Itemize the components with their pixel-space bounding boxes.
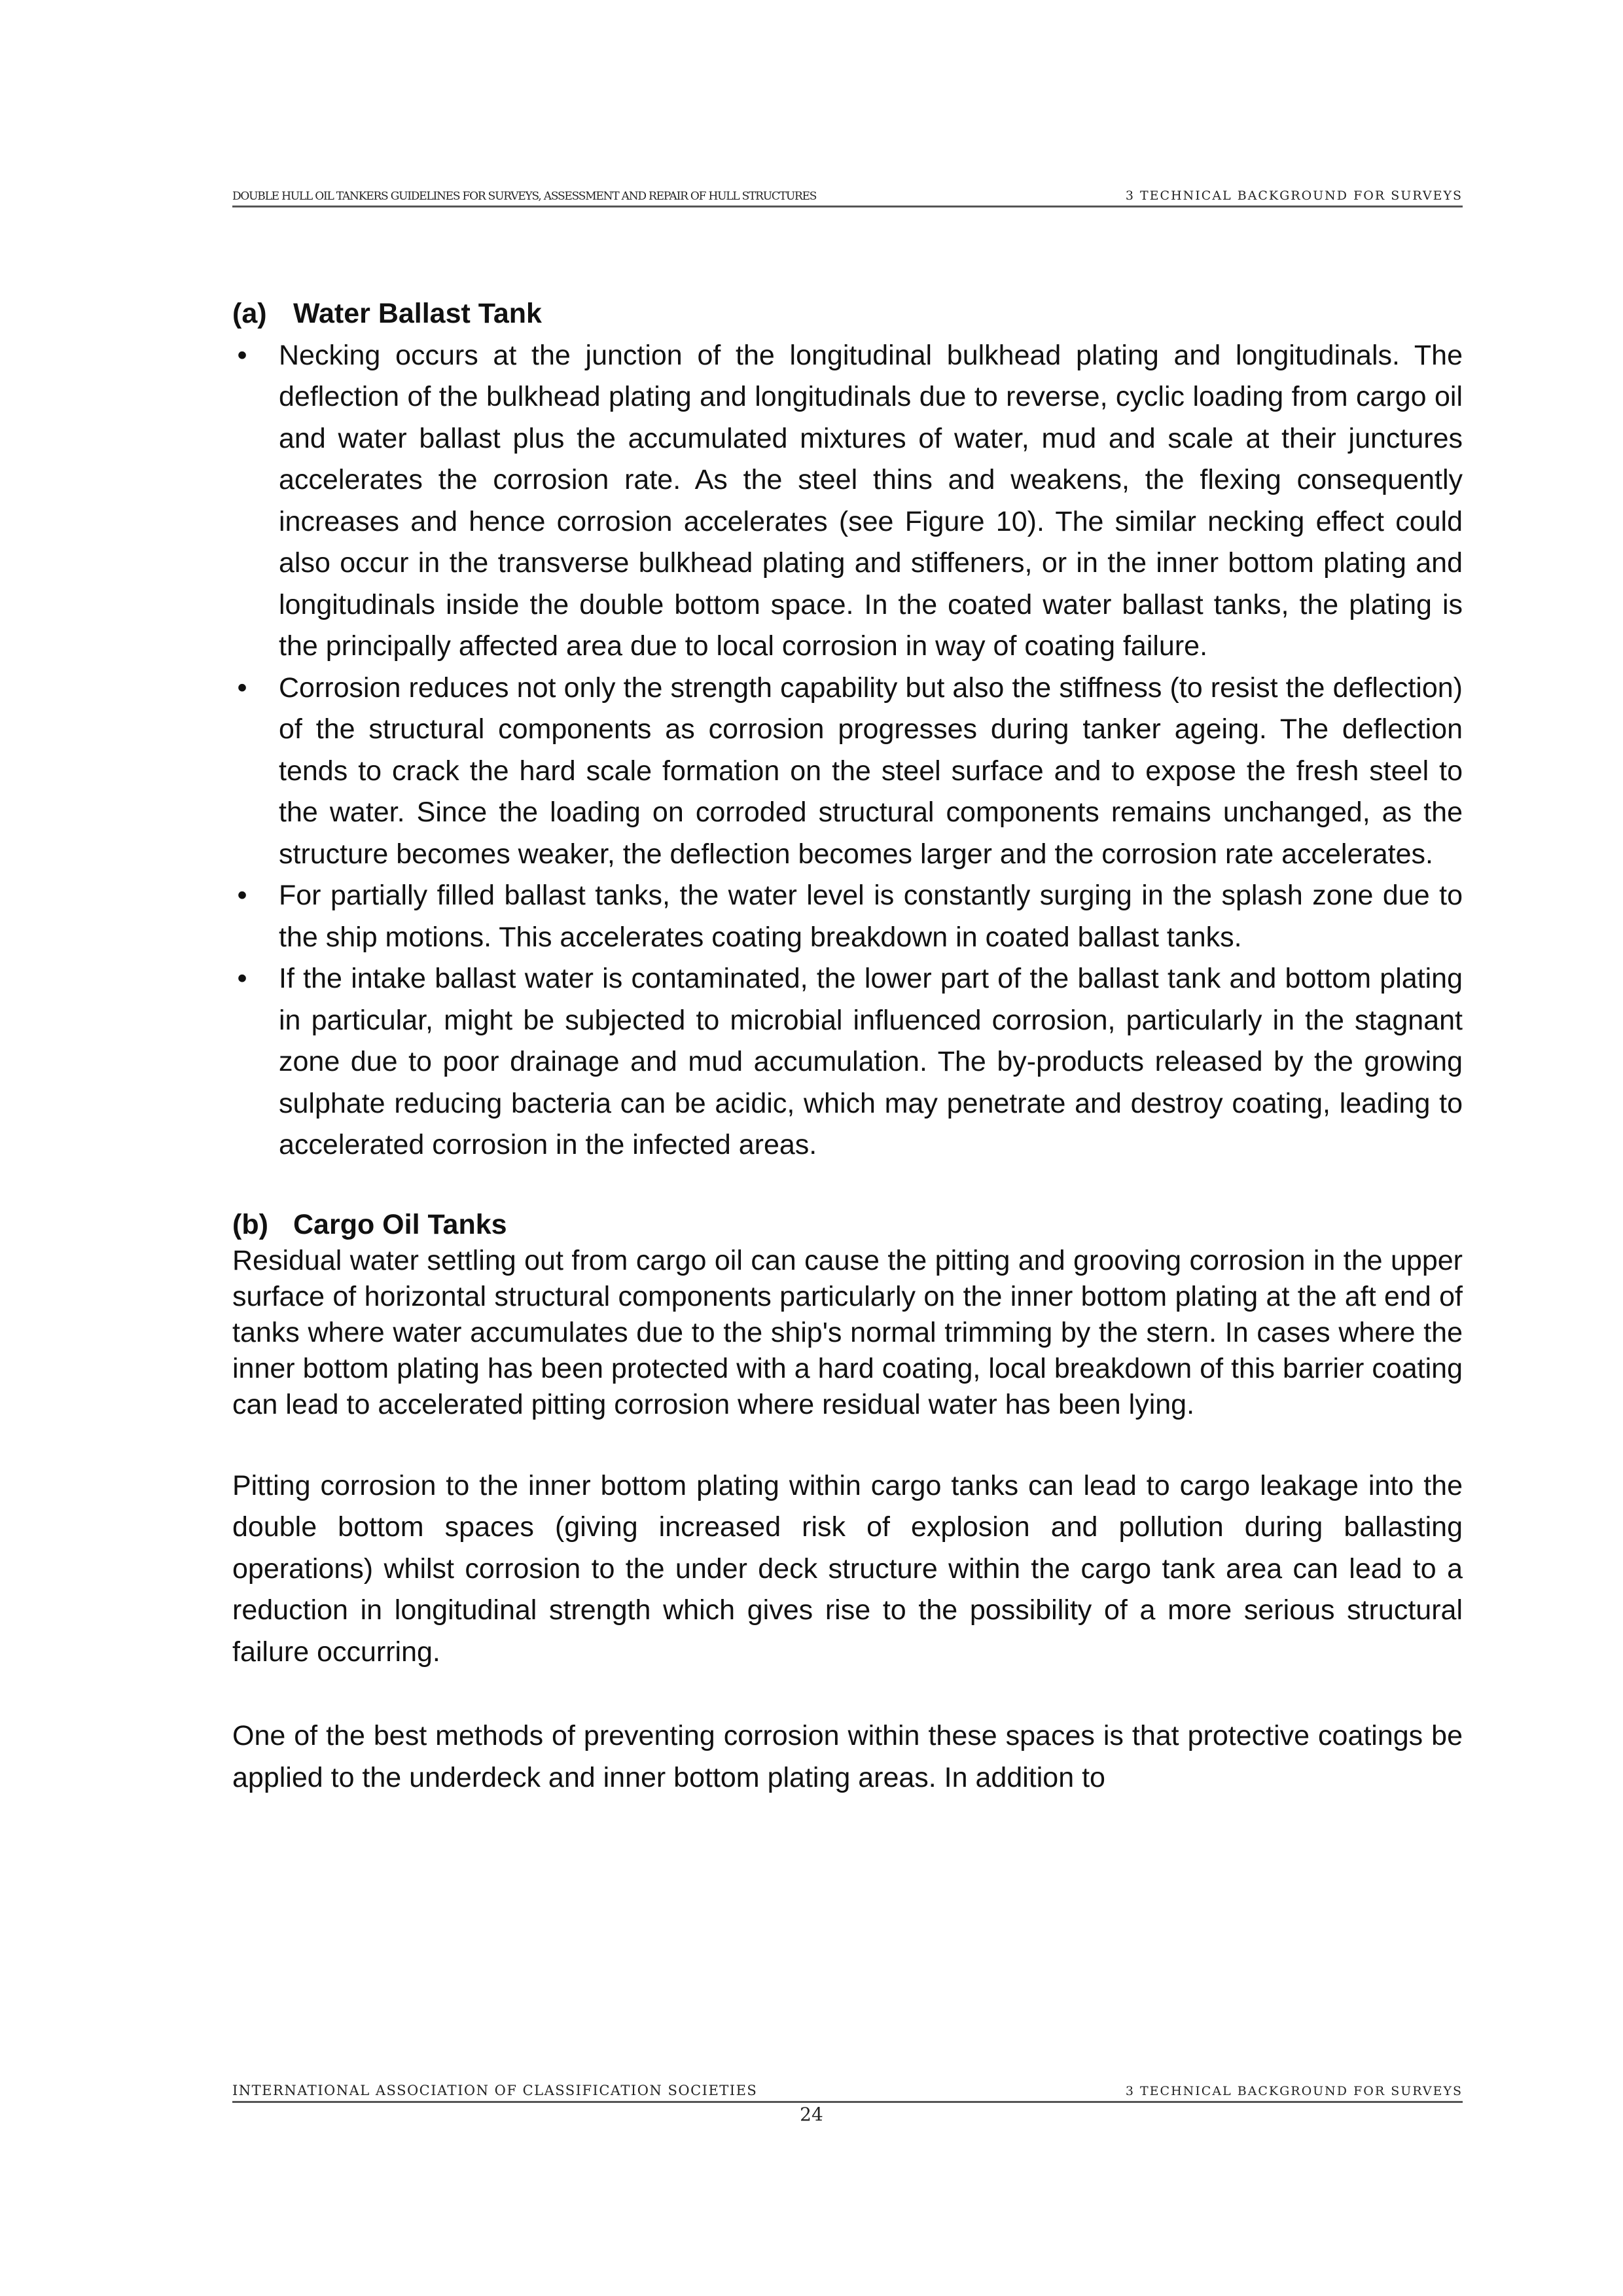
bullet-icon: • bbox=[237, 880, 247, 911]
footer-organization: INTERNATIONAL ASSOCIATION OF CLASSIFICATION SOCIETIES bbox=[232, 2083, 758, 2098]
paragraph-spacer bbox=[232, 1673, 1463, 1715]
list-item-text: If the intake ballast water is contaminated, the lower part of the ballast tank and bottom plating in particular, might be subjected to microbial influenced corrosion, particularly in the stagnant zone due to poor drainage and mud accumulation. The by-products released by the growing sulphate reducing bacteria can be acidic, which may penetrate and destroy coating, leading to accelerated corrosion in the infected areas. bbox=[279, 963, 1463, 1160]
water-ballast-bullet-list bbox=[232, 335, 1463, 1166]
section-spacer bbox=[232, 1166, 1463, 1207]
list-item bbox=[232, 668, 1463, 876]
list-item bbox=[232, 335, 1463, 668]
page-body bbox=[232, 293, 1463, 1799]
section-a-title: Water Ballast Tank bbox=[293, 298, 542, 329]
section-b-heading bbox=[232, 1207, 1463, 1243]
bullet-icon: • bbox=[237, 963, 247, 994]
header-document-title: DOUBLE HULL OIL TANKERS GUIDELINES FOR SURVEYS, ASSESSMENT AND REPAIR OF HULL STRUCTURES bbox=[232, 190, 817, 203]
section-b-title: Cargo Oil Tanks bbox=[293, 1208, 507, 1240]
list-item-text: Corrosion reduces not only the strength capability but also the stiffness (to resist the deflection) of the structural components as corrosion progresses during tanker ageing. The deflection tends to crack the hard scale formation on the steel surface and to expose the fresh steel to the water. Since the loading on corroded structural components remains unchanged, as the structure becomes weaker, the deflection becomes larger and the corrosion rate accelerates. bbox=[279, 672, 1463, 870]
page-number: 24 bbox=[800, 2104, 823, 2125]
list-item bbox=[232, 958, 1463, 1166]
bullet-icon: • bbox=[237, 672, 247, 704]
list-item bbox=[232, 875, 1463, 958]
paragraph: Pitting corrosion to the inner bottom plating within cargo tanks can lead to cargo leakage into the double bottom spaces (giving increased risk of explosion and pollution during ballasting operations) whilst corrosion to the under deck structure within the cargo tank area can lead to a reduction in longitudinal strength which gives rise to the possibility of a more serious structural failure occurring. bbox=[232, 1469, 1463, 1668]
running-footer bbox=[232, 2081, 1463, 2103]
header-section-title: 3 TECHNICAL BACKGROUND FOR SURVEYS bbox=[1125, 188, 1463, 203]
paragraph: Residual water settling out from cargo oil can cause the pitting and grooving corrosion in the upper surface of horizontal structural components particularly on the inner bottom plating at the aft end of tanks where water accumulates due to the ship's normal trimming by the stern. In cases where the inner bottom plating has been protected with a hard coating, local breakdown of this barrier coating can lead to accelerated pitting corrosion where residual water has been lying. bbox=[232, 1244, 1463, 1420]
paragraph-spacer bbox=[232, 1423, 1463, 1465]
paragraph: One of the best methods of preventing corrosion within these spaces is that protective coatings be applied to the underdeck and inner bottom plating areas. In addition to bbox=[232, 1720, 1463, 1793]
bullet-icon: • bbox=[237, 339, 247, 371]
section-a-heading bbox=[232, 293, 1463, 335]
footer-section-title: 3 TECHNICAL BACKGROUND FOR SURVEYS bbox=[1125, 2084, 1463, 2098]
running-header bbox=[232, 186, 1463, 207]
list-item-text: For partially filled ballast tanks, the water level is constantly surging in the splash zone due to the ship motions. This accelerates coating breakdown in coated ballast tanks. bbox=[279, 880, 1463, 953]
section-a-label: (a) bbox=[232, 298, 267, 329]
section-b-label: (b) bbox=[232, 1208, 268, 1240]
list-item-text: Necking occurs at the junction of the longitudinal bulkhead plating and longitudinals. The deflection of the bulkhead plating and longitudinals due to reverse, cyclic loading from cargo oil and water ballast plus the accumulated mixtures of water, mud and scale at their junctures accelerates the corrosion rate. As the steel thins and weakens, the flexing consequently increases and hence corrosion accelerates (see Figure 10). The similar necking effect could also occur in the transverse bulkhead plating and stiffeners, or in the inner bottom plating and longitudinals inside the double bottom space. In the coated water ballast tanks, the plating is the principally affected area due to local corrosion in way of coating failure. bbox=[279, 339, 1463, 662]
